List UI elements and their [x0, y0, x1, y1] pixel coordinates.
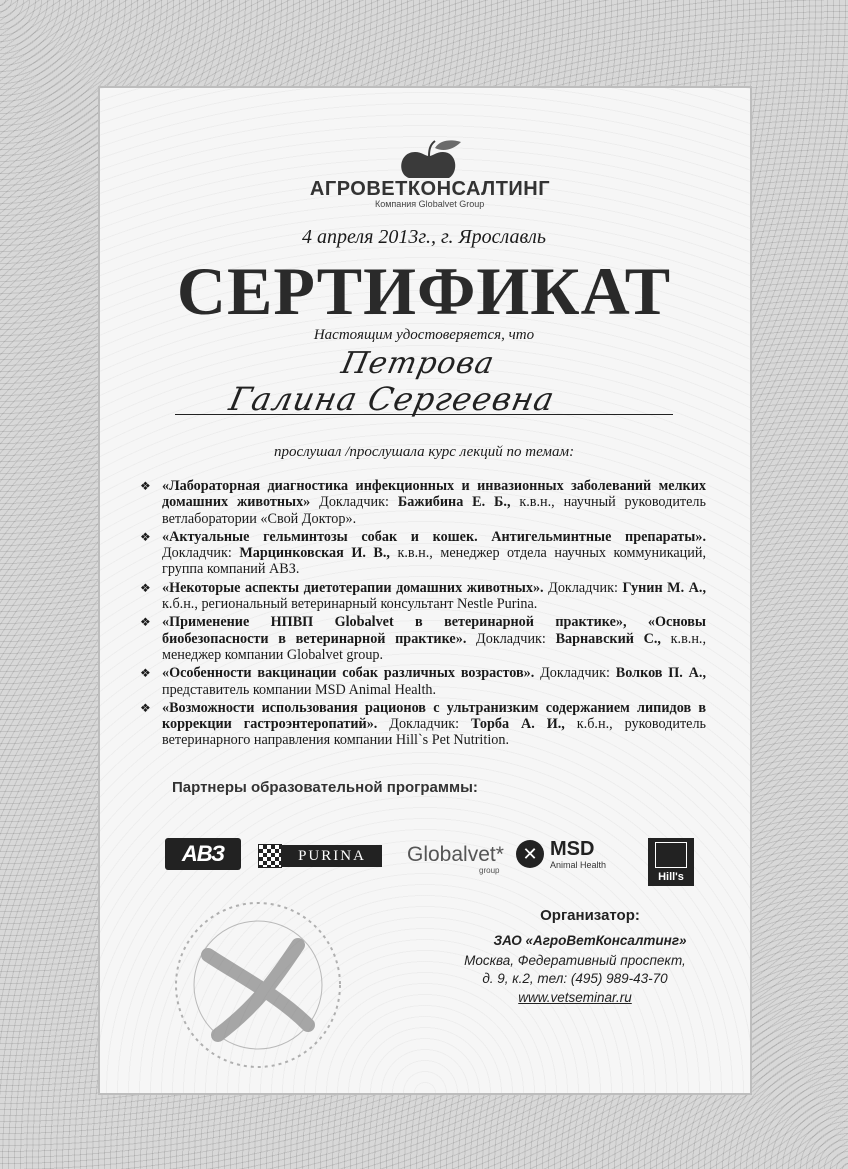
speaker-label: Докладчик: — [466, 630, 556, 647]
certify-text: Настоящим удостоверяется, что — [313, 327, 535, 343]
speaker-label: Докладчик: — [162, 545, 240, 562]
date-place: 4 апреля 2013г., г. Ярославль — [302, 226, 546, 248]
msd-logo-sub: Animal Health — [550, 860, 607, 870]
avz-logo — [165, 838, 241, 870]
list-item — [140, 665, 706, 698]
asterisk-icon: * — [495, 843, 504, 866]
signature-line — [175, 414, 673, 415]
company-logo — [305, 138, 555, 209]
checkerboard-icon — [258, 844, 282, 868]
certificate-title: СЕРТИФИКАТ — [176, 253, 672, 329]
speaker-details: к.б.н., региональный ветеринарный консультант Nestle Purina. — [162, 596, 538, 613]
organizer-address: Москва, Федеративный проспект, — [464, 953, 686, 968]
speaker-details: к.б.н., руководитель ветеринарного направления компании Hill`s Pet Nutrition. — [162, 716, 707, 749]
speaker-label: Докладчик: — [377, 716, 472, 733]
globalvet-logo-sub: group — [479, 866, 500, 875]
apple-logo-icon — [395, 138, 465, 180]
topic-title: «Некоторые аспекты диетотерапии домашних животных». — [162, 579, 544, 596]
purina-logo-text: PURINA — [282, 845, 382, 867]
list-item — [140, 614, 706, 663]
speaker-name: Бажибина Е. Б., — [397, 494, 511, 511]
recipient-surname: Петрова — [338, 346, 498, 381]
list-item — [140, 478, 706, 527]
list-item — [140, 580, 706, 613]
msd-emblem-icon: ✕ — [516, 840, 544, 868]
list-item — [140, 529, 706, 578]
bullet-icon: ❖ — [140, 615, 151, 630]
organizer-name: ЗАО «АгроВетКонсалтинг» — [493, 933, 687, 948]
topics-list — [140, 478, 706, 749]
partners-title: Партнеры образовательной программы: — [172, 779, 478, 796]
hills-logo-text: Hill's — [658, 871, 684, 883]
speaker-details: к.в.н., научный руководитель ветлаборатории «Свой Доктор». — [162, 494, 706, 527]
speaker-name: Варнавский С., — [555, 630, 661, 647]
organizer-address-phone: д. 9, к.2, тел: (495) 989-43-70 — [482, 971, 668, 986]
msd-logo — [516, 838, 646, 878]
organizer-website-link[interactable]: www.vetseminar.ru — [518, 990, 632, 1005]
bullet-icon: ❖ — [140, 666, 151, 681]
topic-title: «Применение НПВП Globalvet в ветеринарной практике», «Основы биобезопасности в ветеринарной практике». — [162, 614, 706, 647]
purina-logo — [258, 845, 382, 867]
msd-logo-text: MSD — [550, 838, 595, 860]
globalvet-logo — [407, 843, 504, 875]
speaker-details: к.в.н., менеджер отдела научных коммуникаций, группа компаний АВЗ. — [162, 545, 706, 578]
bullet-icon: ❖ — [140, 580, 151, 595]
speaker-name: Торба А. И., — [471, 716, 565, 733]
recipient-given-names: Галина Сергеевна — [225, 380, 559, 418]
brand-name: АГРОВЕТКОНСАЛТИНГ — [309, 178, 551, 200]
speaker-name: Гунин М. А., — [622, 579, 706, 596]
stamp-seal-icon — [168, 895, 348, 1075]
speaker-label: Докладчик: — [543, 579, 623, 596]
topic-title: «Возможности использования рационов с ультранизким содержанием липидов в коррекции гастроэнтеропатий». — [162, 699, 706, 733]
brand-subtitle: Компания Globalvet Group — [375, 199, 485, 209]
hills-emblem-icon — [655, 842, 687, 868]
speaker-details: представитель компании MSD Animal Health. — [162, 681, 437, 698]
bullet-icon: ❖ — [140, 479, 151, 493]
speaker-details: к.в.н., менеджер компании Globalvet group. — [162, 630, 707, 663]
speaker-name: Марцинковская И. В., — [239, 545, 390, 562]
speaker-label: Докладчик: — [534, 665, 616, 682]
speaker-label: Докладчик: — [310, 494, 398, 511]
organizer-title: Организатор: — [540, 907, 640, 924]
list-item — [140, 700, 706, 749]
topic-title: «Актуальные гельминтозы собак и кошек. Антигельминтные препараты». — [162, 528, 706, 545]
bullet-icon: ❖ — [140, 529, 151, 544]
hills-logo — [648, 838, 694, 886]
speaker-name: Волков П. А., — [615, 665, 707, 682]
topic-title: «Особенности вакцинации собак различных возрастов». — [162, 665, 535, 682]
avz-logo-text: АВЗ — [181, 841, 225, 866]
bullet-icon: ❖ — [140, 700, 151, 715]
globalvet-logo-text: Globalvet — [407, 843, 496, 866]
topic-title: «Лабораторная диагностика инфекционных и инвазионных заболеваний мелких домашних животных» — [162, 478, 706, 511]
attended-text: прослушал /прослушала курс лекций по темам: — [273, 444, 575, 460]
